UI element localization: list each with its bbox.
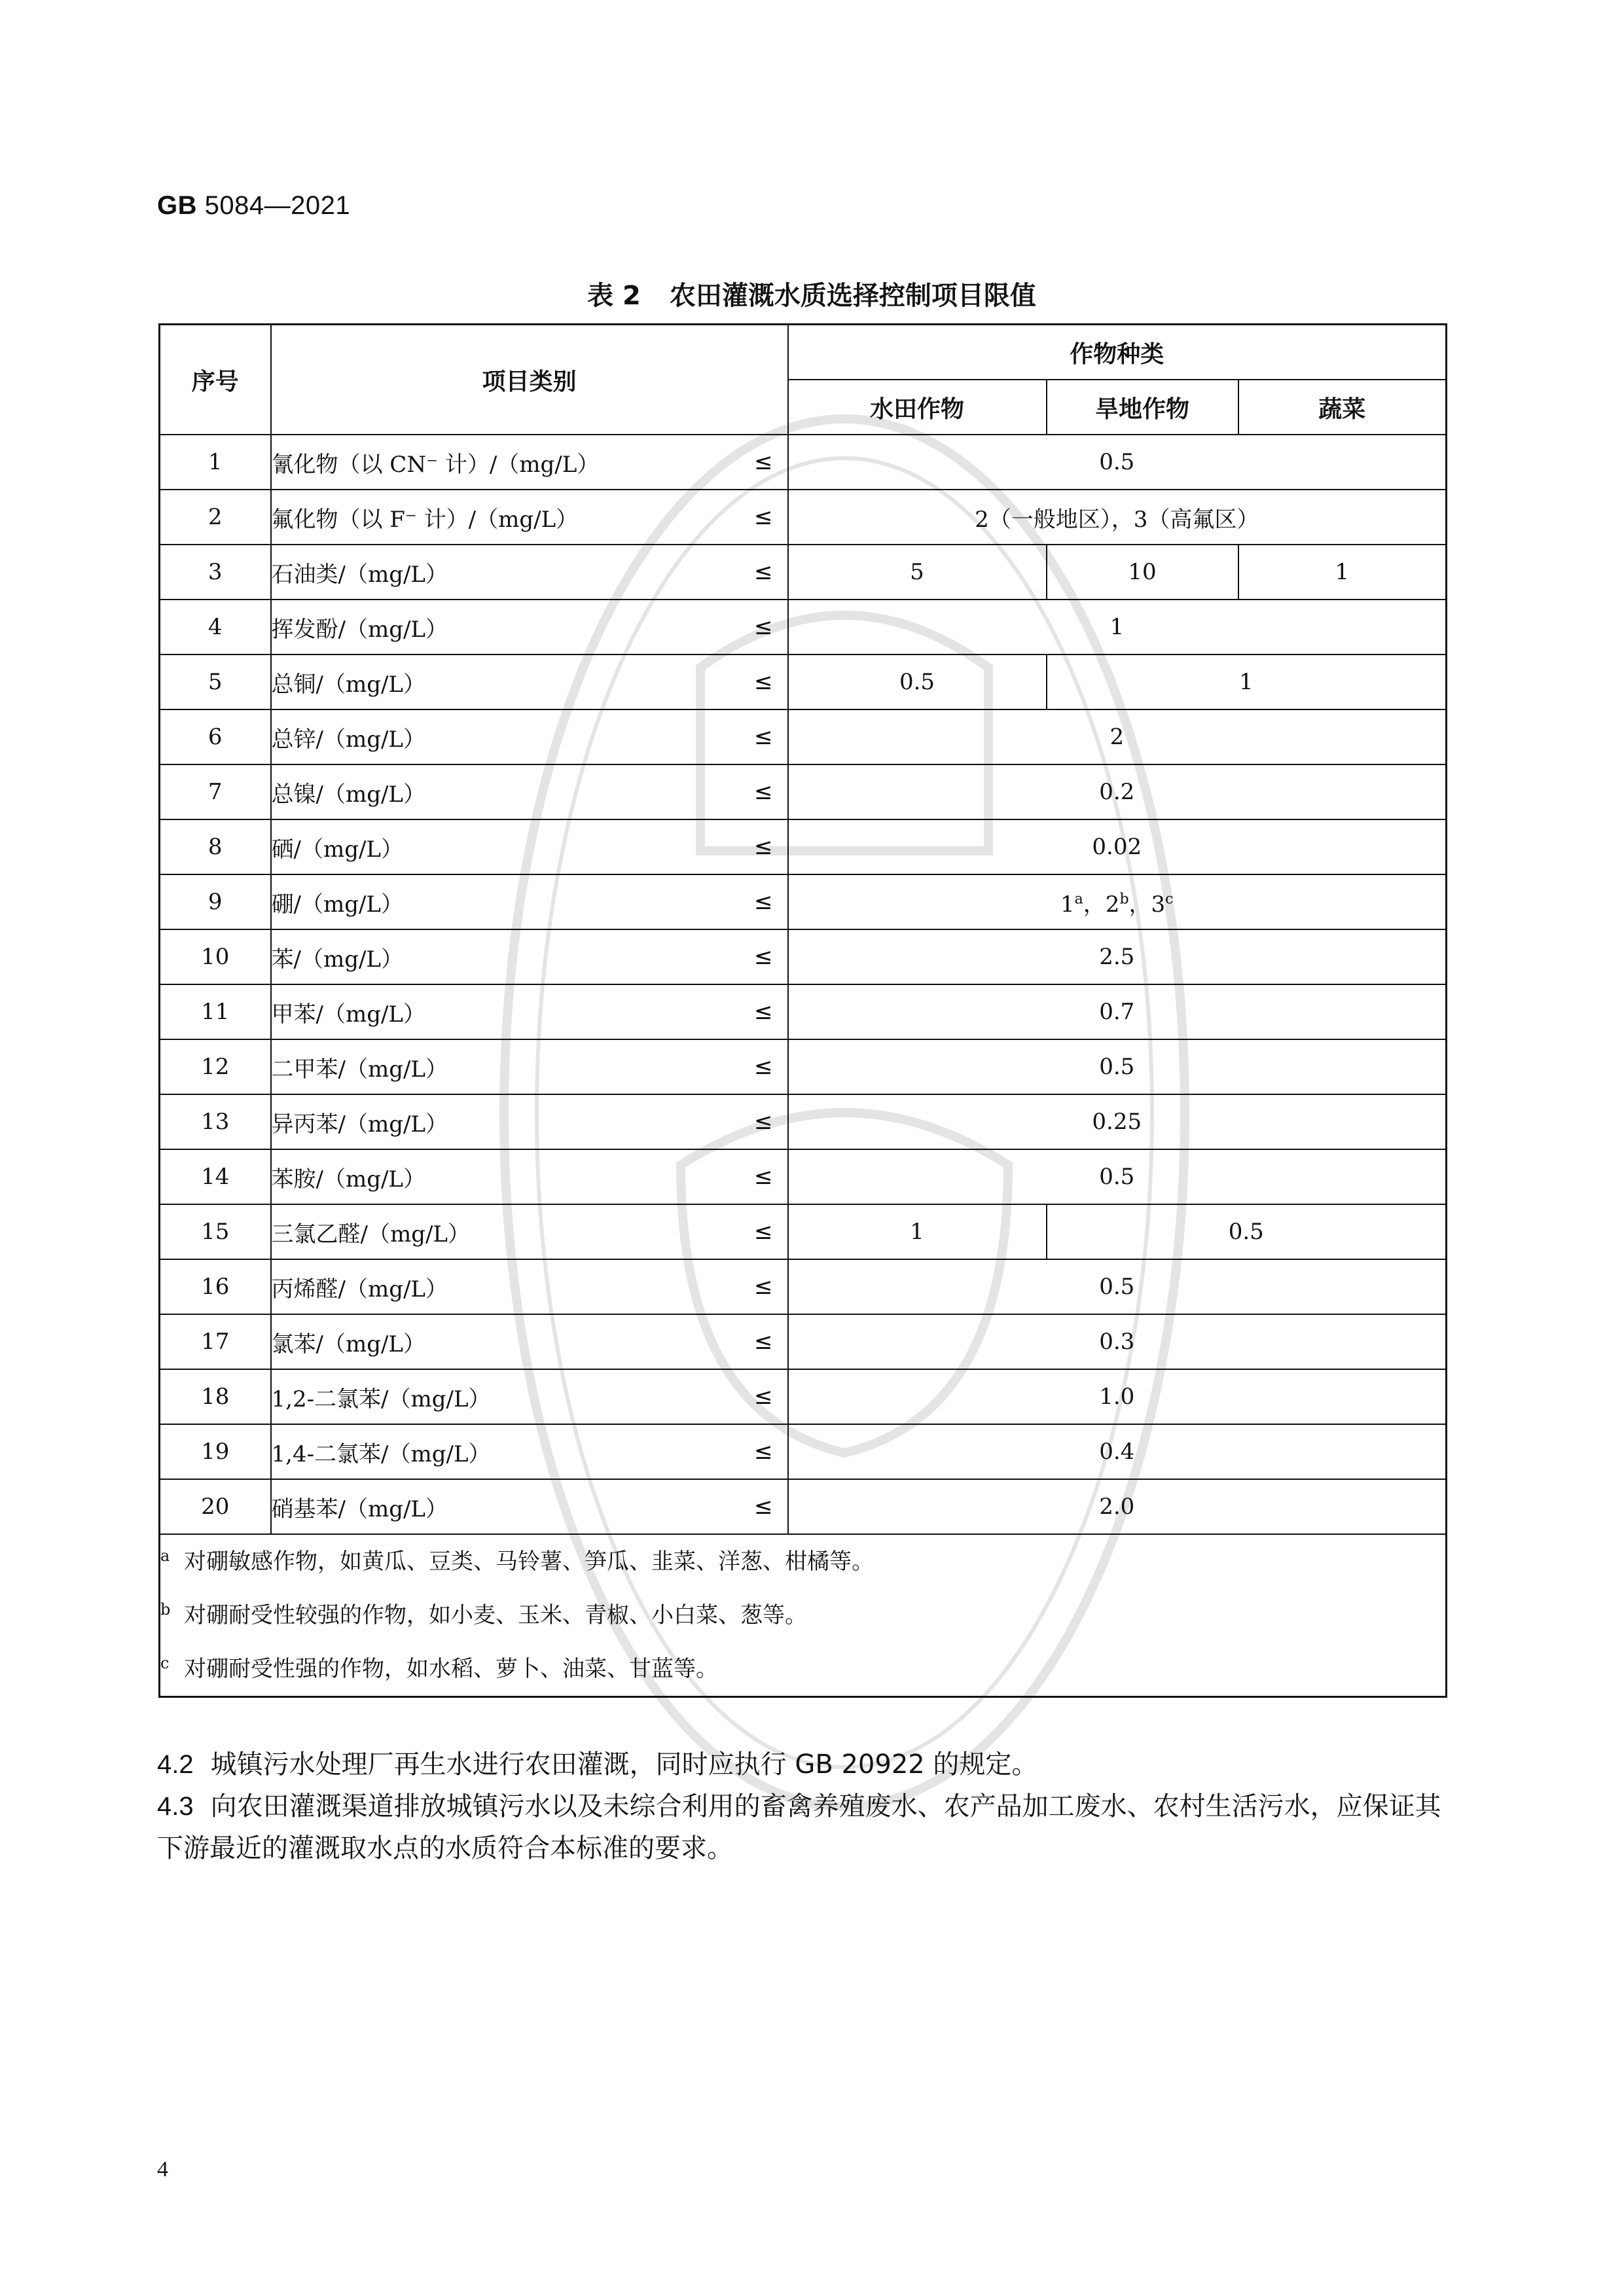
value-separator: ， — [1128, 891, 1151, 918]
footnote-c: c 对硼耐受性强的作物，如水稻、萝卜、油菜、甘蓝等。 — [160, 1653, 718, 1682]
row-index: 13 — [160, 1094, 271, 1149]
table-row — [160, 600, 1447, 655]
le-symbol: ≤ — [754, 1384, 773, 1410]
row-item-name: 硼/（mg/L） — [271, 891, 403, 918]
row-value-upland: 10 — [1047, 545, 1238, 600]
row-item-name: 丙烯醛/（mg/L） — [271, 1276, 448, 1302]
row-value-paddy: 1 — [788, 1204, 1047, 1259]
standard-number — [157, 191, 350, 221]
header-paddy: 水田作物 — [788, 380, 1047, 435]
row-item — [271, 1369, 788, 1424]
row-item — [271, 1314, 788, 1369]
row-item — [271, 709, 788, 764]
footnote-text: 对硼耐受性强的作物，如水稻、萝卜、油菜、甘蓝等。 — [184, 1656, 718, 1682]
row-item — [271, 545, 788, 600]
footnotes-row — [160, 1534, 1447, 1697]
limits-table — [158, 323, 1447, 1698]
clause-4-2 — [157, 1744, 1447, 1785]
row-value-upland-vegetable: 1 — [1047, 655, 1447, 709]
row-item-name: 1,2-二氯苯/（mg/L） — [271, 1386, 491, 1412]
le-symbol: ≤ — [754, 1274, 773, 1300]
row-index: 7 — [160, 764, 271, 819]
row-index: 3 — [160, 545, 271, 600]
row-index: 1 — [160, 435, 271, 490]
clause-4-3 — [157, 1785, 1447, 1869]
row-item — [271, 874, 788, 929]
footnotes — [160, 1534, 1447, 1697]
row-index: 8 — [160, 819, 271, 874]
row-value-all: 0.5 — [788, 435, 1447, 490]
le-symbol: ≤ — [754, 1054, 773, 1080]
table-row — [160, 490, 1447, 545]
row-index: 17 — [160, 1314, 271, 1369]
row-item-name: 1,4-二氯苯/（mg/L） — [271, 1441, 491, 1467]
row-index: 20 — [160, 1479, 271, 1534]
row-index: 12 — [160, 1039, 271, 1094]
le-symbol: ≤ — [754, 449, 773, 475]
row-item — [271, 984, 788, 1039]
le-symbol: ≤ — [754, 724, 773, 750]
row-index: 9 — [160, 874, 271, 929]
row-value-all: 0.4 — [788, 1424, 1447, 1479]
table-row — [160, 1094, 1447, 1149]
row-item-name: 二甲苯/（mg/L） — [271, 1056, 448, 1083]
row-item — [271, 435, 788, 490]
le-symbol: ≤ — [754, 1164, 773, 1190]
clause-text: 城镇污水处理厂再生水进行农田灌溉，同时应执行 GB 20922 的规定。 — [210, 1749, 1038, 1780]
table-number: 表 2 — [587, 281, 641, 311]
table-row — [160, 709, 1447, 764]
row-item — [271, 1204, 788, 1259]
row-index: 5 — [160, 655, 271, 709]
row-value-paddy: 5 — [788, 545, 1047, 600]
row-item-name: 氯苯/（mg/L） — [271, 1331, 425, 1357]
row-index: 2 — [160, 490, 271, 545]
table-row — [160, 764, 1447, 819]
row-item — [271, 1149, 788, 1204]
row-index: 15 — [160, 1204, 271, 1259]
footnote-text: 对硼耐受性较强的作物，如小麦、玉米、青椒、小白菜、葱等。 — [184, 1602, 807, 1628]
le-symbol: ≤ — [754, 999, 773, 1025]
le-symbol: ≤ — [754, 1439, 773, 1465]
row-item-name: 总镍/（mg/L） — [271, 781, 425, 808]
row-value-all: 2 — [788, 709, 1447, 764]
row-item-name: 三氯乙醛/（mg/L） — [271, 1221, 470, 1247]
le-symbol: ≤ — [754, 614, 773, 640]
row-item — [271, 1259, 788, 1314]
row-item — [271, 600, 788, 655]
row-value-all — [788, 874, 1447, 929]
row-value-vegetable: 1 — [1238, 545, 1447, 600]
row-index: 6 — [160, 709, 271, 764]
header-item: 项目类别 — [271, 325, 788, 435]
row-value-all: 1.0 — [788, 1369, 1447, 1424]
le-symbol: ≤ — [754, 834, 773, 860]
le-symbol: ≤ — [754, 1109, 773, 1135]
table-row — [160, 1479, 1447, 1534]
row-index: 14 — [160, 1149, 271, 1204]
standard-prefix: GB — [157, 191, 197, 220]
le-symbol: ≤ — [754, 889, 773, 915]
row-item — [271, 1424, 788, 1479]
footnote-text: 对硼敏感作物，如黄瓜、豆类、马铃薯、笋瓜、韭菜、洋葱、柑橘等。 — [184, 1549, 874, 1575]
row-item-name: 甲苯/（mg/L） — [271, 1001, 425, 1028]
table-row — [160, 655, 1447, 709]
le-symbol: ≤ — [754, 559, 773, 585]
row-item — [271, 764, 788, 819]
row-value-all: 0.2 — [788, 764, 1447, 819]
table-row — [160, 1039, 1447, 1094]
standard-code: 5084—2021 — [197, 191, 351, 220]
value-separator: ， — [1083, 891, 1106, 918]
row-index: 4 — [160, 600, 271, 655]
boron-value-c: 3 — [1151, 891, 1166, 918]
header-upland: 旱地作物 — [1047, 380, 1238, 435]
table-row — [160, 984, 1447, 1039]
row-value-all: 0.5 — [788, 1259, 1447, 1314]
row-item — [271, 819, 788, 874]
header-index: 序号 — [160, 325, 271, 435]
table-row — [160, 1204, 1447, 1259]
clause-number: 4.3 — [157, 1792, 194, 1821]
row-value-all: 0.3 — [788, 1314, 1447, 1369]
row-value-all: 0.7 — [788, 984, 1447, 1039]
row-item-name: 硒/（mg/L） — [271, 836, 403, 863]
table-row — [160, 874, 1447, 929]
table-row — [160, 1424, 1447, 1479]
le-symbol: ≤ — [754, 1219, 773, 1245]
row-index: 18 — [160, 1369, 271, 1424]
row-value-all: 2.5 — [788, 929, 1447, 984]
row-value-upland-vegetable: 0.5 — [1047, 1204, 1447, 1259]
row-item-name: 石油类/（mg/L） — [271, 561, 448, 588]
row-item-name: 苯胺/（mg/L） — [271, 1166, 425, 1193]
row-index: 11 — [160, 984, 271, 1039]
row-item-name: 异丙苯/（mg/L） — [271, 1111, 448, 1138]
row-value-all: 2（一般地区），3（高氟区） — [788, 490, 1447, 545]
row-item-name: 硝基苯/（mg/L） — [271, 1496, 448, 1522]
row-item-name: 苯/（mg/L） — [271, 946, 403, 973]
table-row — [160, 1259, 1447, 1314]
table-row — [160, 929, 1447, 984]
row-item-name: 氟化物（以 F⁻ 计）/（mg/L） — [271, 506, 579, 533]
header-vegetable: 蔬菜 — [1238, 380, 1447, 435]
row-item — [271, 929, 788, 984]
row-value-all: 0.25 — [788, 1094, 1447, 1149]
le-symbol: ≤ — [754, 504, 773, 530]
table-row — [160, 1314, 1447, 1369]
boron-value-b: 2 — [1105, 891, 1120, 918]
row-item-name: 总铜/（mg/L） — [271, 671, 425, 698]
header-crop-type: 作物种类 — [788, 325, 1447, 380]
row-index: 19 — [160, 1424, 271, 1479]
clause-text: 向农田灌溉渠道排放城镇污水以及未综合利用的畜禽养殖废水、农产品加工废水、农村生活污水，应保证其下游最近的灌溉取水点的水质符合本标准的要求。 — [157, 1791, 1441, 1863]
table-row — [160, 545, 1447, 600]
boron-value-a: 1 — [1060, 891, 1075, 918]
row-index: 10 — [160, 929, 271, 984]
row-item-name: 总锌/（mg/L） — [271, 726, 425, 753]
row-index: 16 — [160, 1259, 271, 1314]
table-row — [160, 819, 1447, 874]
le-symbol: ≤ — [754, 669, 773, 695]
row-item-name: 挥发酚/（mg/L） — [271, 616, 448, 643]
table-title — [157, 275, 1466, 312]
row-item — [271, 1039, 788, 1094]
table-row — [160, 435, 1447, 490]
le-symbol: ≤ — [754, 1329, 773, 1355]
table-row — [160, 1369, 1447, 1424]
row-value-paddy: 0.5 — [788, 655, 1047, 709]
le-symbol: ≤ — [754, 1494, 773, 1520]
page-number: 4 — [157, 2157, 168, 2181]
row-item — [271, 1479, 788, 1534]
row-item-name: 氰化物（以 CN⁻ 计）/（mg/L） — [271, 451, 600, 478]
row-value-all: 1 — [788, 600, 1447, 655]
row-item — [271, 655, 788, 709]
row-value-all: 0.5 — [788, 1039, 1447, 1094]
row-item — [271, 490, 788, 545]
footnote-a: a 对硼敏感作物，如黄瓜、豆类、马铃薯、笋瓜、韭菜、洋葱、柑橘等。 — [160, 1546, 874, 1575]
le-symbol: ≤ — [754, 944, 773, 970]
footnote-mark-c: c — [1165, 891, 1174, 908]
table-title-text: 农田灌溉水质选择控制项目限值 — [669, 281, 1036, 311]
table-row — [160, 1149, 1447, 1204]
row-value-all: 0.02 — [788, 819, 1447, 874]
row-value-all: 0.5 — [788, 1149, 1447, 1204]
row-item — [271, 1094, 788, 1149]
footnote-b: b 对硼耐受性较强的作物，如小麦、玉米、青椒、小白菜、葱等。 — [160, 1600, 807, 1628]
footnote-mark-b: b — [1119, 891, 1129, 908]
le-symbol: ≤ — [754, 779, 773, 805]
row-value-all: 2.0 — [788, 1479, 1447, 1534]
clause-number: 4.2 — [157, 1750, 194, 1779]
footnote-mark-a: a — [1074, 891, 1083, 908]
